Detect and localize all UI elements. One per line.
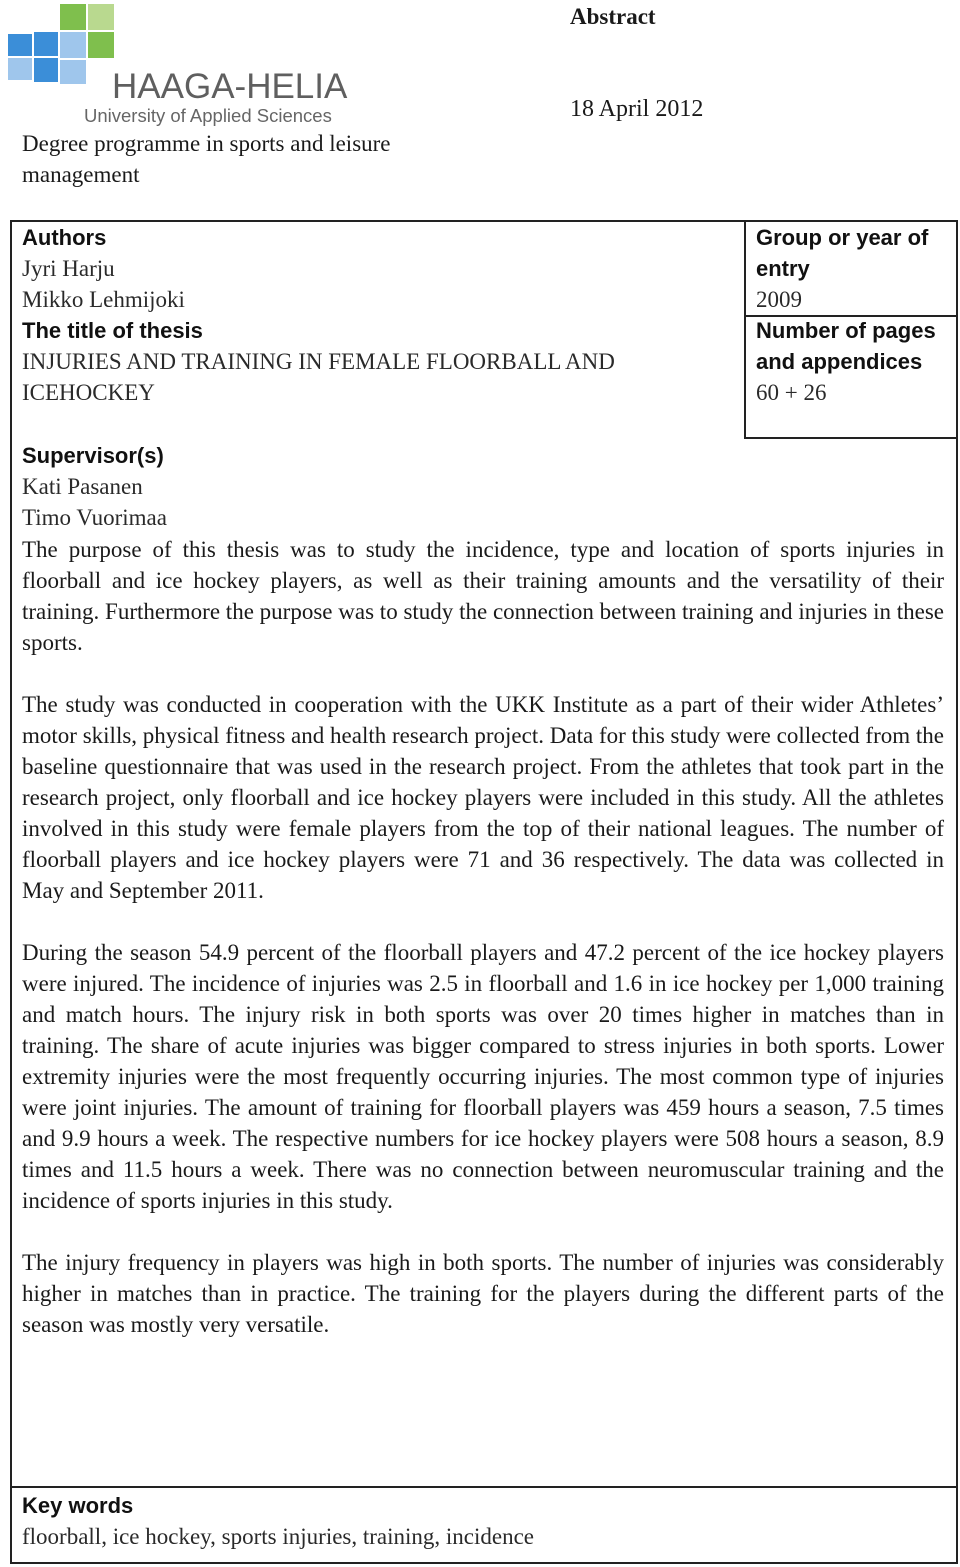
- abstract-heading: Abstract: [570, 4, 656, 29]
- group-section: [756, 222, 952, 315]
- abstract-paragraph: The injury frequency in players was high in both sports. The number of injuries was considerably higher in matches than in practice. The training for the players during the different parts of the season was mostly very versatile.: [22, 1250, 944, 1337]
- logo-subtitle: University of Applied Sciences: [84, 105, 332, 126]
- supervisors-label: Supervisor(s): [22, 443, 164, 468]
- abstract-paragraph: The purpose of this thesis was to study the incidence, type and location of sports injuries in floorball and ice hockey players, as well as their training amounts and the versatility of their training. Furthermore the purpose was to study the connection between training and injuries in these sports.: [22, 537, 944, 655]
- pages-value: 60 + 26: [756, 380, 827, 405]
- keywords-value: floorball, ice hockey, sports injuries, training, incidence: [22, 1524, 535, 1549]
- authors-section: [22, 222, 722, 315]
- abstract-body: [22, 534, 944, 1371]
- logo-name: HAAGA-HELIA: [112, 67, 348, 106]
- document-date: 18 April 2012: [570, 96, 704, 122]
- supervisors-section: [22, 440, 722, 533]
- group-label: Group or year of entry: [756, 225, 929, 281]
- keywords-label: Key words: [22, 1493, 134, 1518]
- group-value: 2009: [756, 287, 802, 312]
- thesis-title-section: [22, 315, 722, 408]
- author-name: Jyri Harju: [22, 256, 115, 281]
- keywords-section: [22, 1490, 942, 1552]
- pages-label: Number of pages and appendices: [756, 318, 936, 374]
- author-name: Mikko Lehmijoki: [22, 287, 185, 312]
- supervisor-name: Kati Pasanen: [22, 474, 143, 499]
- university-logo: [8, 4, 360, 126]
- keywords-divider: [10, 1486, 958, 1488]
- thesis-title-label: The title of thesis: [22, 318, 203, 343]
- thesis-title-value: INJURIES AND TRAINING IN FEMALE FLOORBALL AND ICEHOCKEY: [22, 349, 615, 405]
- university-logo-mark: [8, 4, 360, 126]
- degree-programme: Degree programme in sports and leisure management: [22, 131, 391, 187]
- abstract-paragraph: The study was conducted in cooperation with the UKK Institute as a part of their wider Athletes’ motor skills, physical fitness and health research project. Data for this study were collected from the baseline questionnaire that was used in the research project. From the athletes that took part in the research project, only floorball and ice hockey players were included in this study. All the athletes involved in this study were female players from the top of their national leagues. The number of floorball players and ice hockey players were 71 and 36 respectively. The data was collected in May and September 2011.: [22, 692, 944, 903]
- authors-label: Authors: [22, 225, 107, 250]
- pages-section: [756, 315, 941, 408]
- supervisor-name: Timo Vuorimaa: [22, 505, 167, 530]
- abstract-paragraph: During the season 54.9 percent of the floorball players and 47.2 percent of the ice hockey players were injured. The incidence of injuries was 2.5 in floorball and 1.6 in ice hockey per 1,000 training and match hours. The injury risk in both sports was over 20 times higher in matches than in training. The share of acute injuries was bigger compared to stress injuries in both sports. Lower extremity injuries were the most frequently occurring injuries. The most common type of injuries were joint injuries. The amount of training for floorball players was 459 hours a season, 7.5 times and 9.9 hours a week. The respective numbers for ice hockey players were 508 hours a season, 8.9 times and 11.5 hours a week. There was no connection between neuromuscular training and the incidence of sports injuries in this study.: [22, 940, 944, 1213]
